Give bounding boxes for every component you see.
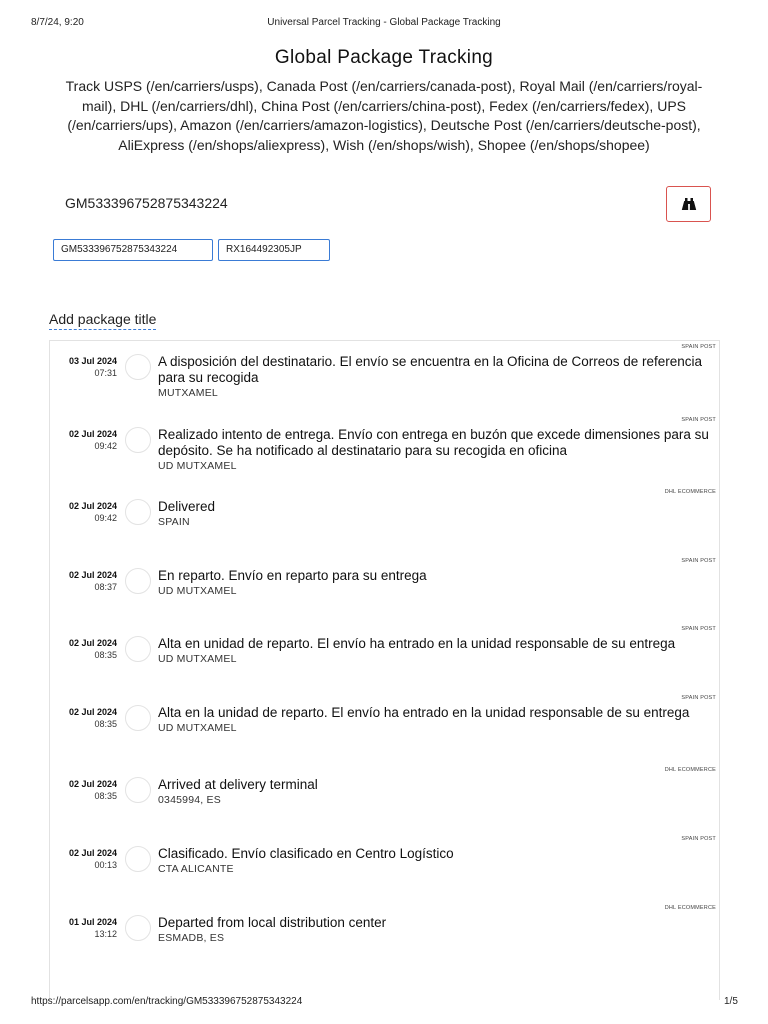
tracking-event: [50, 555, 720, 623]
event-status: Alta en la unidad de reparto. El envío ha entrado en la unidad responsable de su entrega: [158, 705, 690, 720]
print-datetime: 8/7/24, 9:20: [31, 17, 84, 28]
event-date: 03 Jul 2024: [68, 356, 117, 366]
event-date: 01 Jul 2024: [68, 917, 117, 927]
track-button[interactable]: [666, 186, 711, 222]
event-time: 13:12: [94, 929, 117, 939]
event-location: UD MUTXAMEL: [158, 585, 237, 597]
timeline-dot: [125, 427, 151, 453]
tracking-chip[interactable]: RX164492305JP: [218, 239, 330, 261]
print-footer-url: https://parcelsapp.com/en/tracking/GM533396752875343224: [31, 996, 303, 1007]
tracking-event: [50, 764, 720, 832]
print-page-number: 1/5: [724, 996, 738, 1007]
page-title: Global Package Tracking: [274, 47, 494, 68]
event-date: 02 Jul 2024: [68, 779, 117, 789]
event-location: ESMADB, ES: [158, 932, 225, 944]
timeline-dot: [125, 636, 151, 662]
print-header: [0, 17, 768, 31]
tracking-event: [50, 414, 720, 482]
timeline-dot: [125, 354, 151, 380]
event-carrier: SPAIN POST: [681, 344, 716, 350]
event-date: 02 Jul 2024: [68, 429, 117, 439]
event-location: 0345994, ES: [158, 794, 221, 806]
event-status: Alta en unidad de reparto. El envío ha entrado en la unidad responsable de su entrega: [158, 636, 676, 651]
timeline-dot: [125, 499, 151, 525]
event-location: UD MUTXAMEL: [158, 460, 237, 472]
add-package-title-link[interactable]: Add package title: [49, 311, 156, 330]
event-date: 02 Jul 2024: [68, 501, 117, 511]
event-carrier: SPAIN POST: [681, 695, 716, 701]
tracking-event: [50, 692, 720, 760]
event-date: 02 Jul 2024: [68, 570, 117, 580]
event-date: 02 Jul 2024: [68, 848, 117, 858]
tracking-event: [50, 623, 720, 691]
binoculars-icon: [681, 198, 697, 211]
event-status: Departed from local distribution center: [158, 915, 387, 930]
event-carrier: SPAIN POST: [681, 417, 716, 423]
event-date: 02 Jul 2024: [68, 638, 117, 648]
event-status: A disposición del destinatario. El envío se encuentra en la Oficina de Correos de referencia para su recogida: [158, 354, 703, 385]
tracking-events-list: [49, 340, 720, 1000]
tracking-chip[interactable]: GM533396752875343224: [53, 239, 213, 261]
timeline-dot: [125, 705, 151, 731]
tracking-event: [50, 902, 720, 970]
event-time: 09:42: [94, 513, 117, 523]
event-carrier: DHL ECOMMERCE: [664, 767, 716, 773]
event-status: Arrived at delivery terminal: [158, 777, 318, 792]
event-time: 08:35: [94, 719, 117, 729]
event-time: 09:42: [94, 441, 117, 451]
tracking-number-input[interactable]: GM533396752875343224: [65, 195, 228, 211]
timeline-dot: [125, 915, 151, 941]
page-subtitle: Track USPS (/en/carriers/usps), Canada Post (/en/carriers/canada-post), Royal Mail (/en/carriers/royal-mail), DHL (/en/carriers/dhl), China Post (/en/carriers/china-post), Fedex (/en/carriers/fedex), UPS (/en/carriers/ups), Amazon (/en/carriers/amazon-logistics), Deutsche Post (/en/carriers/deutsche-post), AliExpress (/en/shops/aliexpress), Wish (/en/shops/wish), Shopee (/en/shops/shopee): [65, 78, 703, 153]
event-time: 07:31: [94, 368, 117, 378]
event-location: MUTXAMEL: [158, 387, 218, 399]
tracking-event: [50, 486, 720, 554]
event-location: CTA ALICANTE: [158, 863, 234, 875]
event-status: Realizado intento de entrega. Envío con entrega en buzón que excede dimensiones para su depósito. Se ha notificado al destinatario para su recogida en oficina: [158, 427, 709, 458]
event-date: 02 Jul 2024: [68, 707, 117, 717]
event-carrier: SPAIN POST: [681, 836, 716, 842]
event-time: 08:35: [94, 791, 117, 801]
event-location: SPAIN: [158, 516, 190, 528]
event-carrier: SPAIN POST: [681, 626, 716, 632]
print-page-title: Universal Parcel Tracking - Global Package Tracking: [267, 17, 501, 28]
timeline-dot: [125, 777, 151, 803]
event-carrier: DHL ECOMMERCE: [664, 905, 716, 911]
event-location: UD MUTXAMEL: [158, 653, 237, 665]
timeline-dot: [125, 568, 151, 594]
event-time: 08:37: [94, 582, 117, 592]
event-time: 08:35: [94, 650, 117, 660]
tracking-event: [50, 833, 720, 901]
event-status: En reparto. Envío en reparto para su entrega: [158, 568, 427, 583]
tracking-event: [50, 341, 720, 409]
event-location: UD MUTXAMEL: [158, 722, 237, 734]
event-carrier: SPAIN POST: [681, 558, 716, 564]
event-status: Delivered: [158, 499, 216, 514]
event-carrier: DHL ECOMMERCE: [664, 489, 716, 495]
event-status: Clasificado. Envío clasificado en Centro Logístico: [158, 846, 454, 861]
timeline-dot: [125, 846, 151, 872]
event-time: 00:13: [94, 860, 117, 870]
